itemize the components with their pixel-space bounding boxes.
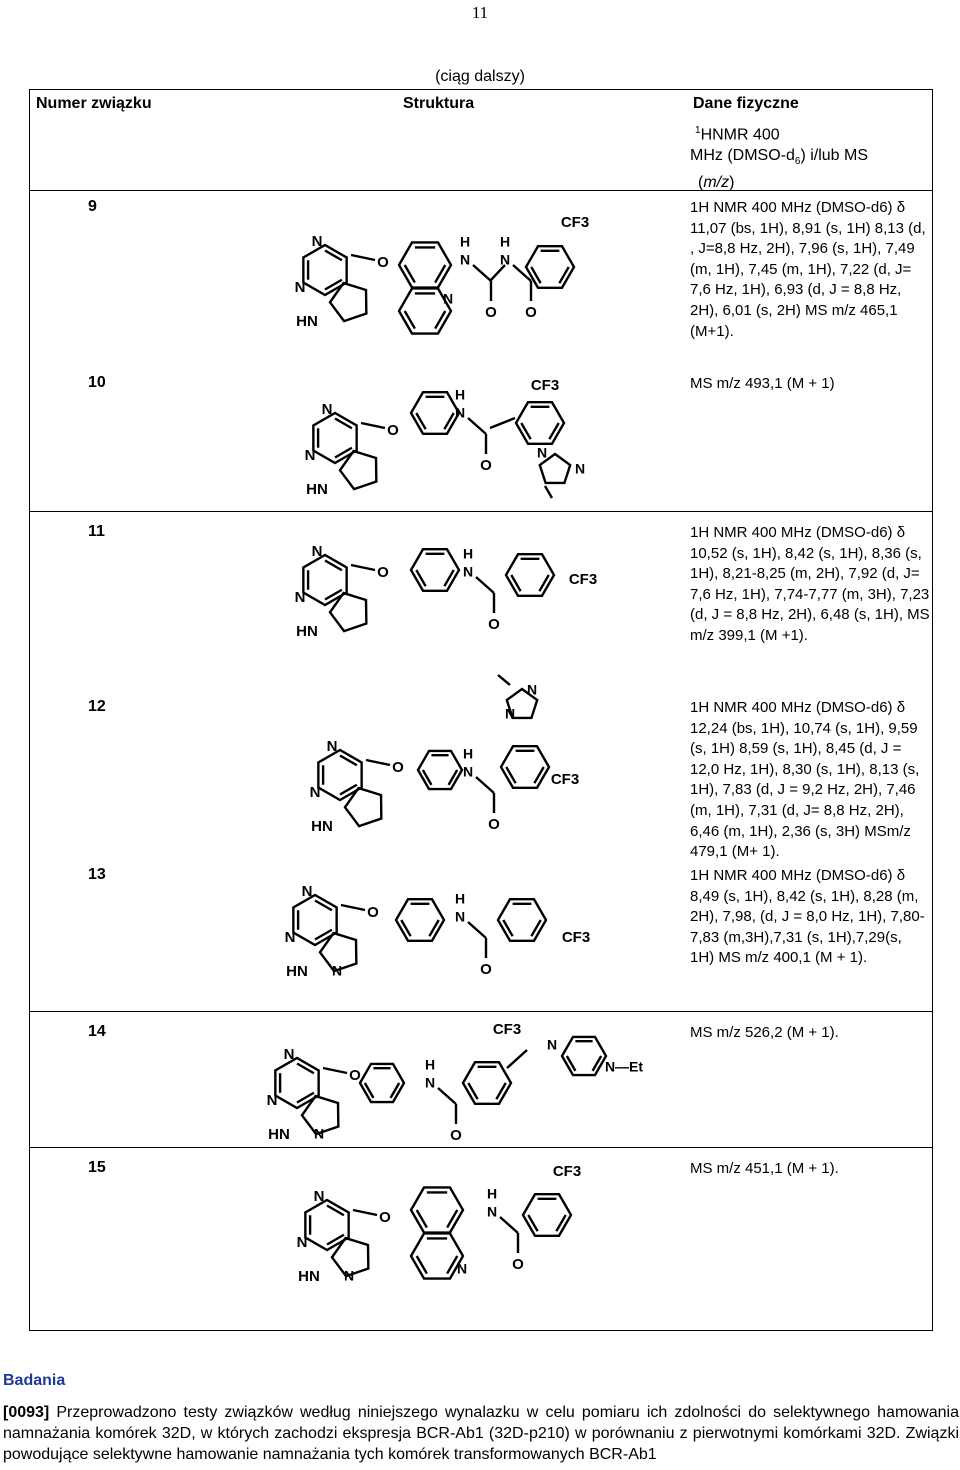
atom-label: N [574,460,586,477]
atom-label: O [450,1126,462,1144]
row-label-11: 11 [88,523,105,540]
atom-label: N [499,251,511,268]
ring [526,246,574,288]
atom-label: O [367,903,379,921]
physical-data-10: MS m/z 493,1 (M + 1) [690,375,835,392]
atom-label: N [294,588,306,606]
atom-label: O [525,303,537,321]
atom-label: N [546,1036,558,1053]
ring [498,899,546,941]
atom-label: O [480,960,492,978]
row-label-9: 9 [88,198,97,215]
atom-label: CF3 [560,213,590,231]
ring [411,549,459,591]
atom-label: N [283,1045,295,1063]
atom-label: O [377,563,389,581]
ring [396,899,444,941]
header-number: Numer związku [36,95,152,112]
atom-label: CF3 [552,1162,582,1180]
ring [360,1064,404,1102]
atom-label: N [456,1260,468,1277]
atom-label: H [486,1185,498,1202]
row-label-14: 14 [88,1023,106,1040]
atom-label: O [488,615,500,633]
atom-label: N [462,763,474,780]
row-label-10: 10 [88,374,106,391]
atom-label: HN [296,622,318,640]
atom-label: N [313,1125,325,1142]
physical-data-13: 1H NMR 400 MHz (DMSO-d6) δ 8,49 (s, 1H), 8,42 (s, 1H), 8,28 (m, 2H), 7,98, (d, J = 8,0 Hz, 1H), 7,80-7,83 (m,3H),7,31 (s, 1H),7,29(s, 1H) MS m/z 400,1 (M + 1). [690,867,925,967]
atom-label: O [379,1208,391,1226]
ring [523,1194,571,1236]
atom-label: N [311,542,323,560]
atom-label: N [331,962,343,979]
ring [411,1187,463,1232]
row-label-12: 12 [88,698,106,715]
bond-line [351,565,375,570]
bond-line [476,577,494,593]
atom-label: N [284,928,296,946]
structure-compound-14 [262,1018,642,1143]
atom-label: N [442,290,454,307]
atom-label: O [349,1066,361,1084]
atom-label: HN [298,1267,320,1285]
structure-compound-11 [285,535,605,640]
atom-label: O [392,758,404,776]
bond-line [498,675,510,685]
row-divider [29,511,932,512]
ring [411,1233,463,1278]
ring [562,1037,606,1075]
structure-compound-12 [290,675,610,840]
ring [506,554,554,596]
physical-data-14: MS m/z 526,2 (M + 1). [690,1024,839,1041]
physical-data-12: 1H NMR 400 MHz (DMSO-d6) δ 12,24 (bs, 1H), 10,74 (s, 1H), 9,59 (s, 1H) 8,59 (s, 1H), 8,45 (d, J = 12,0 Hz, 1H), 8,30 (s, 1H), 8,13 (s, 1H), 7,83 (d, J = 9,2 Hz, 2H), 7,46 (m, 1H), 7,31 (d, J= 8,8 Hz, 2H), 6,46 (m, 1H), 2,36 (s, 3H) MSm/z 479,1 (M+ 1). [690,699,920,861]
structure-compound-15 [292,1160,592,1290]
atom-label: N [526,681,538,698]
atom-label: N—Et [604,1058,644,1075]
row-label-15: 15 [88,1159,106,1176]
atom-label: H [424,1056,436,1073]
atom-label: O [377,253,389,271]
ring [418,751,462,789]
atom-label: N [326,737,338,755]
atom-label: N [343,1267,355,1284]
atom-label: HN [286,962,308,980]
atom-label: CF3 [561,928,591,946]
atom-label: H [499,233,511,250]
bond-line [545,486,552,498]
bond-line [361,423,385,428]
paragraph-0093: [0093] Przeprowadzono testy związków według niniejszego wynalazku w celu pomiaru ich zdolności do selektywnego hamowania namnażania komórek 32D, w których zachodzi ekspresja BCR-Ab1 (32D-p210) w porównaniu z pierwotnymi komórkami 32D. Związki powodujące selektywne hamowanie namnażania tych komórek transformowanych BCR-Ab1 [3,1404,959,1463]
bond-line [438,1088,456,1104]
page-number: 11 [471,3,489,22]
atom-label: N [311,232,323,250]
atom-label: CF3 [492,1020,522,1038]
header-structure: Struktura [403,95,475,112]
atom-label: H [454,386,466,403]
atom-label: N [459,251,471,268]
atom-label: N [454,908,466,925]
atom-label: O [387,421,399,439]
atom-label: CF3 [568,570,598,588]
structure-compound-10 [290,378,610,503]
atom-label: N [309,783,321,801]
atom-label: N [313,1187,325,1205]
atom-label: N [301,882,313,900]
atom-label: HN [306,480,328,498]
header-physical-spec: $^1$HNMR 400 MHz $(DMSO-d_6)$ i/lub MS (m/z) [690,125,869,191]
atom-label: N [462,563,474,580]
atom-label: H [454,890,466,907]
bond-line [476,777,494,793]
atom-label: O [485,303,497,321]
atom-label: H [462,545,474,562]
bond-line [473,265,491,281]
bond-line [366,760,390,765]
row-label-13: 13 [88,866,106,883]
atom-label: N [454,404,466,421]
atom-label: N [294,278,306,296]
physical-data-9: 1H NMR 400 MHz (DMSO-d6) δ 11,07 (bs, 1H), 8,91 (s, 1H) 8,13 (d, , J=8,8 Hz, 2H), 7,96 (s, 1H), 7,49 (m, 1H), 7,45 (m, 1H), 7,22 (d, J= 7,6 Hz, 1H), 6,93 (d, J = 8,8 Hz, 2H), 6,01 (s, 2H) MS m/z 465,1 (M+1). [690,199,926,340]
row-divider [29,1011,932,1012]
bond-line [507,1050,527,1068]
atom-label: N [424,1074,436,1091]
atom-label: N [504,705,516,722]
atom-label: CF3 [530,376,560,394]
atom-label: HN [296,312,318,330]
bond-line [323,1068,347,1073]
continuation-label: (ciąg dalszy) [435,68,525,85]
atom-label: H [462,745,474,762]
atom-label: O [480,456,492,474]
physical-data-15: MS m/z 451,1 (M + 1). [690,1160,839,1177]
atom-label: N [296,1233,308,1251]
header-physical-title: Dane fizyczne [693,95,799,112]
atom-label: CF3 [550,770,580,788]
ring [463,1062,511,1104]
bond-line [490,418,515,428]
atom-label: HN [311,817,333,835]
physical-data-11: 1H NMR 400 MHz (DMSO-d6) δ 10,52 (s, 1H), 8,42 (s, 1H), 8,36 (s, 1H), 8,21-8,25 (m, 2H), 7,92 (d, J= 7,6 Hz, 1H), 7,74-7,77 (m, 3H), 7,23 (d, J = 8,8 Hz, 2H), 6,48 (s, 1H), MS m/z 399,1 (M +1). [690,524,930,644]
atom-label: O [512,1255,524,1273]
header-divider [29,190,932,191]
bond-line [500,1217,518,1233]
ring [516,402,564,444]
section-title: Badania [3,1372,66,1389]
atom-label: N [304,446,316,464]
structure-compound-13 [280,880,600,980]
ring [501,746,549,788]
bond-line [468,418,486,434]
bond-line [468,922,486,938]
atom-label: N [266,1091,278,1109]
ring [399,242,451,287]
structure-compound-9 [290,205,610,330]
atom-label: N [486,1203,498,1220]
atom-label: H [459,233,471,250]
row-divider [29,1147,932,1148]
ring [411,392,459,434]
atom-label: N [536,444,548,461]
bond-line [351,255,375,260]
atom-label: HN [268,1125,290,1143]
bond-line [353,1210,377,1215]
atom-label: N [321,400,333,418]
atom-label: O [488,815,500,833]
bond-line [341,905,365,910]
